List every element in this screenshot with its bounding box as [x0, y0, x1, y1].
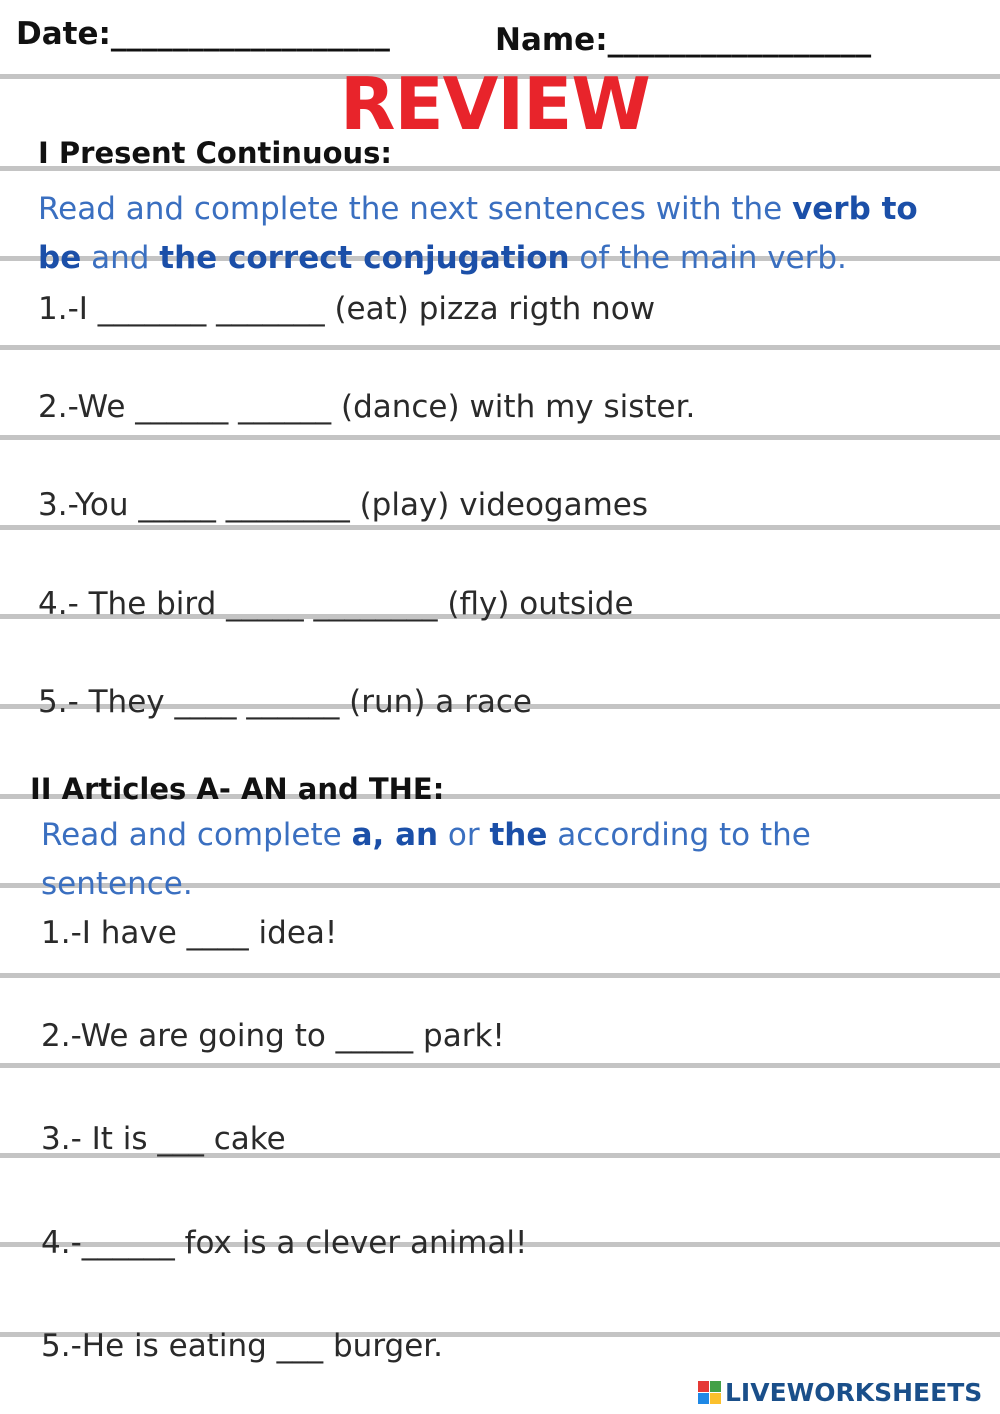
instruction-text: Read and complete the next sentences with the: [38, 191, 793, 227]
name-field[interactable]: Name:_________________: [495, 22, 872, 58]
ruled-line: [0, 525, 1000, 530]
exercise-item[interactable]: 4.- The bird _____ ________ (fly) outside: [38, 586, 634, 622]
section-instruction: [38, 185, 958, 283]
logo-square: [698, 1393, 709, 1404]
instruction-text: Read and complete: [41, 817, 352, 853]
ruled-line: [0, 973, 1000, 978]
section-heading-present-continuous: I Present Continuous:: [38, 136, 393, 170]
section-heading-articles: II Articles A- AN and THE:: [30, 772, 445, 806]
exercise-item[interactable]: 2.-We are going to _____ park!: [41, 1018, 505, 1054]
exercise-item[interactable]: 5.-He is eating ___ burger.: [41, 1328, 444, 1364]
instruction-emphasis: the: [489, 817, 548, 853]
exercise-item[interactable]: 3.-You _____ ________ (play) videogames: [38, 487, 649, 523]
ruled-line: [0, 435, 1000, 440]
instruction-emphasis: verb to be: [38, 191, 918, 276]
logo-square: [710, 1393, 721, 1404]
exercise-item[interactable]: 1.-I have ____ idea!: [41, 915, 338, 951]
liveworksheets-brand[interactable]: [698, 1378, 982, 1407]
instruction-emphasis: the correct conjugation: [159, 240, 570, 276]
instruction-emphasis: a, an: [351, 817, 439, 853]
exercise-item[interactable]: 5.- They ____ ______ (run) a race: [38, 684, 532, 720]
exercise-item[interactable]: 2.-We ______ ______ (dance) with my sister.: [38, 389, 696, 425]
instruction-text: or: [438, 817, 490, 853]
ruled-line: [0, 1063, 1000, 1068]
exercise-item[interactable]: 1.-I _______ _______ (eat) pizza rigth now: [38, 291, 656, 327]
instruction-text: of the main verb.: [569, 240, 847, 276]
logo-square: [710, 1381, 721, 1392]
page-title: REVIEW: [340, 62, 650, 146]
brand-name: LIVEWORKSHEETS: [725, 1378, 983, 1407]
date-field[interactable]: Date:__________________: [16, 16, 390, 52]
section-instruction: [41, 811, 841, 909]
liveworksheets-logo-icon: [698, 1381, 721, 1404]
instruction-text: according to the sentence.: [41, 817, 811, 902]
logo-square: [698, 1381, 709, 1392]
exercise-item[interactable]: 4.-______ fox is a clever animal!: [41, 1225, 528, 1261]
exercise-item[interactable]: 3.- It is ___ cake: [41, 1121, 286, 1157]
instruction-text: and: [81, 240, 160, 276]
ruled-line: [0, 345, 1000, 350]
